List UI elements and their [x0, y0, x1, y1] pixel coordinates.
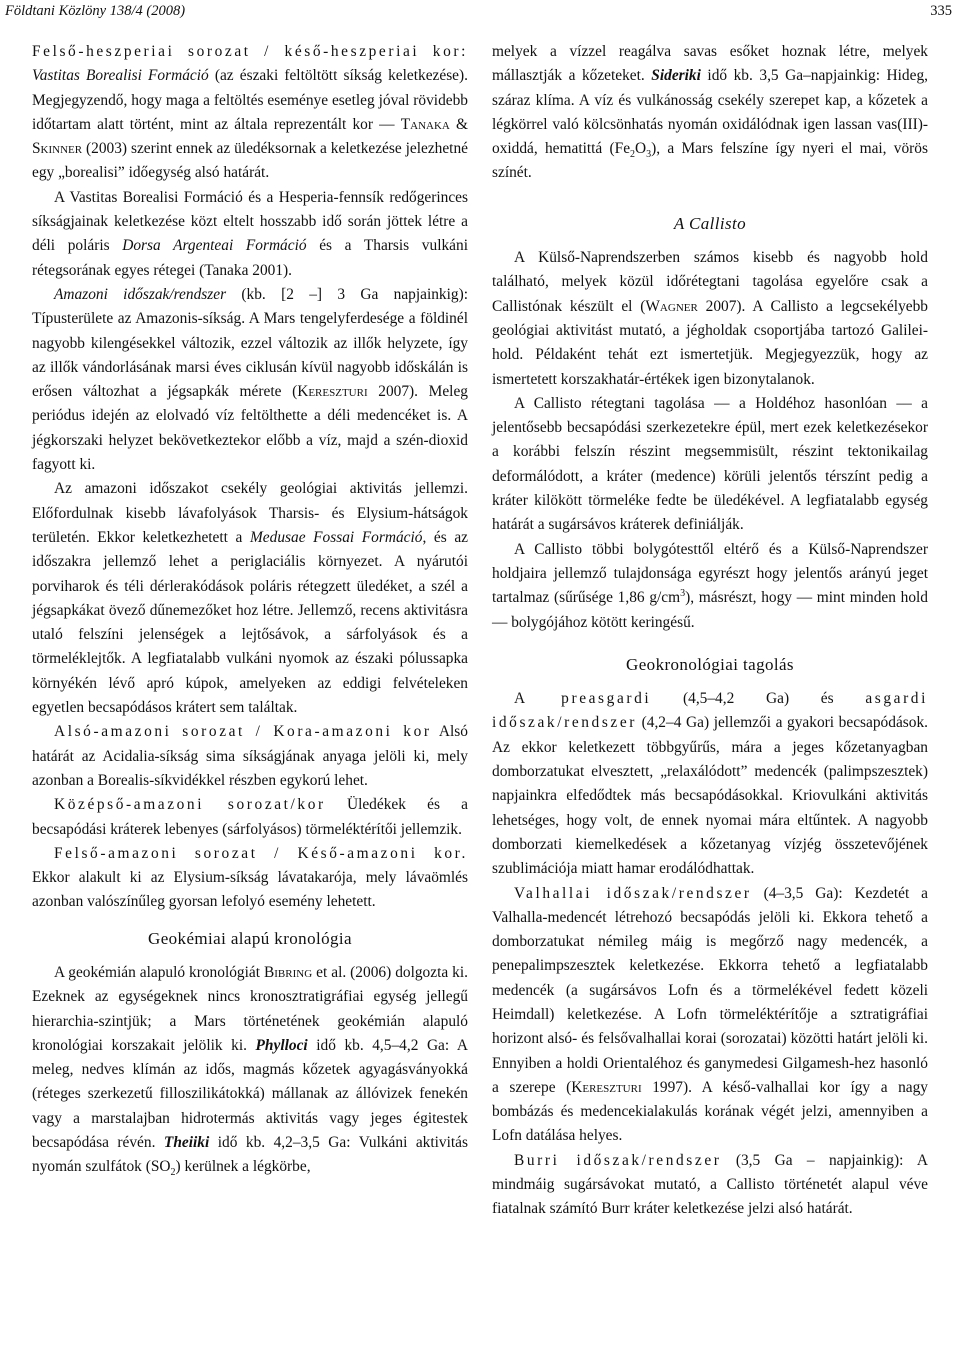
paragraph: A Callisto többi bolygótesttől eltérő és a Külső-Naprendszer holdjaira jellemző tulajdonsága egyrészt hogy jelentős arányú jeget tartalmaz (sűrűsége 1,86 $g/cm^3$), másrészt, hogy — mint minden hold — bolygójához kötött keringésű. — [492, 540, 928, 631]
section-heading-callisto: A Callisto — [673, 213, 747, 233]
right-column — [492, 40, 928, 1222]
paragraph: Középső-amazoni sorozat/kor Üledékek és a becsapódási kráterek lebenyes (sárfolyásos) törmeléktérítői jellemzik. — [32, 796, 468, 838]
paragraph: Felső-heszperiai sorozat / késő-heszperiai kor: Vastitas Borealisi Formáció (az északi feltöltött síkság keletkezése). Megjegyzendő, hogy maga a feltöltés eseménye esetleg jóval rövidebb időtartam alatt történt, mint az általa reprezentált kor — Tanaka & Skinner (2003) szerint ennek az üledéksornak a keletkezése jelezhetné egy „borealisi” időegység alsó határát. — [32, 43, 468, 182]
paragraph: Alsó-amazoni sorozat / Kora-amazoni kor Alsó határát az Acidalia-síkság sima síkságjának anyaga jelöli ki, mely azonban a Borealis-síkvidékkel részben egykorú lehet. — [32, 723, 468, 789]
paragraph: A Callisto rétegtani tagolása — a Holdéhoz hasonlóan — a jelentősebb becsapódási szerkezetekre épül, mert ezek keletkezésekor a korábbi felszín részint megsemmisült, részint tektonikailag deformálódott, a kráter (medence) körüli jelentős térszínt pedig a kráter kilökött törmeléke fedte be üledékével. A legfiatalabb egység határát a sugársávos kráterek definiálják. — [492, 394, 928, 534]
paragraph: Valhallai időszak/rendszer (4–3,5 Ga): Kezdetét a Valhalla-medencét létrehozó becsapódás jelöli ki. Ekkora tehető a domborzatukat némileg máig is megőrző nagy medencék, a penepalimpszesztek keletkezése. Ekkorra tehető a legfiatalabb medencék (a sugársávos Lofn és a törmelékével fedett közeli Heimdall) keletkezése. A Lofn törmeléktérítője a sztratigráfiai horizont alsó- és felsővalhallai korai (sorozatai) közötti határt jelöli ki. Ennyiben a holdi Orientaléhoz és ganymedesi Gilgamesh-hez hasonló a szerepe (Kereszturi 1997). A késő-valhallai kor így a nagy bombázás és medencekialakulás korának végét jelzi, amennyiben a Lofn datálása helyes. — [492, 884, 929, 1145]
paragraph: Az amazoni időszakot csekély geológiai aktivitás jellemzi. Előfordulnak kisebb lávafolyások Tharsis- és Elysium-hátságok területén. Ekkor keletkezhetett a Medusae Fossai Formáció, és az időszakra jellemző lehet a periglaciális környezet. A nyárutói porviharok és téli dérlerakódások poláris rétegzett üledéket, a szél a jégsapkákat övező dűnemezőket hoz létre. Jellemző, recens aktivitásra utaló felszíni jelenségek a lejtősávok, a sárfolyások és a törmeléklejtők. A legfiatalabb vulkáni nyomok az északi pólussapka környékén lévő apró kúpok, amelyeken az eddigi felvételeken egyetlen becsapódásos krátert sem találtak. — [32, 480, 468, 717]
page-number: 335 — [930, 3, 952, 19]
journal-header: Földtani Közlöny 138/4 (2008) — [5, 3, 186, 19]
paragraph: Burri időszak/rendszer (3,5 Ga – napjainkig): A mindmáig sugársávokat mutató, a Callisto történetét alapul véve fiatalnak számító Burr kráter keletkezése jelzi alsó határát. — [492, 1151, 928, 1218]
left-column — [32, 40, 468, 1180]
section-heading-geochemical: Geokémiai alapú kronológia — [148, 928, 352, 948]
paragraph: Amazoni időszak/rendszer (kb. [2 –] 3 Ga napjainkig): Típusterülete az Amazonis-síkság. A Mars tengelyferdesége a földinél nagyobb kilengésekkel változik, ezzel változik az illők helyzete, így az illők vándorlásának marsi éves ciklusán kívül nagyobb időskálán is erősen változhat a jégsapkák mérete (Kereszturi 2007). Meleg periódus idején az elolvadó víz feltölthette a déli medencéket is. A jégkorszaki helyzet bekövetkeztekor előbb a víz, majd a szén-dioxid fagyott ki. — [32, 285, 468, 474]
paragraph: Felső-amazoni sorozat / Késő-amazoni kor. Ekkor alakult ki az Elysium-síkság lávatakarója, mely lávaömlés azonban valószínűleg gyorsan lefolyó esemény lehetett. — [32, 844, 468, 911]
paragraph: A Vastitas Borealisi Formáció és a Hesperia-fennsík redőgerinces síkságjainak keletkezése közt eltelt hosszabb idő során jöttek létre a déli poláris Dorsa Argenteai Formáció és a Tharsis vulkáni rétegsorának egyes rétegei (Tanaka 2001). — [32, 188, 468, 279]
paragraph: A geokémián alapuló kronológiát Bibring et al. (2006) dolgozta ki. Ezeknek az egységeknek nincs kronosztratigráfiai egység jellegű hierarchia-szintjük; a Mars történetének geokémián alapuló kronológiai korszakait jelölik ki. Phylloci idő kb. 4,5–4,2 Ga: A meleg, nedves klímán az idős, magmás kőzetek agyagásványokká (réteges szerkezetű filloszilikátokká) mállanak az állóvizek fenekén vagy a marstalajban hidrotermás aktivitás vagy jeges égitestek becsapódása révén. Theiiki idő kb. 4,2–3,5 Ga: Vulkáni aktivitás nyomán szulfátok $(SO_2)$ kerülnek a légkörbe, — [32, 963, 468, 1179]
section-heading-geochronological: Geokronológiai tagolás — [626, 654, 794, 674]
paragraph: A Külső-Naprendszerben számos kisebb és nagyobb hold található, melyek közül időrétegtani tagolása egyelőre csak a Callistónak készült el (Wagner 2007). A Callisto a legcsekélyebb geológiai aktivitást mutató, a jégholdak csoportjába tartozó Galilei-hold. Példaként tehát ezt ismertetjük. Megjegyezzük, hogy az ismertetett korszakhatár-értékek igen bizonytalanok. — [492, 249, 928, 388]
paragraph: A preasgardi (4,5–4,2 Ga) és asgardi időszak/rendszer (4,2–4 Ga) jellemzői a gyakori becsapódások. Az ekkor keletkezett többgyűrűs, mára a jeges kőzetanyagban domborzatukat elvesztett, „relaxálódott” medencék (palimpszesztek) napjainkra elfedődtek más becsapódásokkal. Kriovulkáni aktivitás lehetséges, hogy volt, de ennek nyomai mára eltűntek. A nagyobb domborzati kiemelkedések a kőzetanyag vízjég összetevőjének szublimációja miatt hamar erodálódhattak. — [492, 690, 928, 878]
paragraph: melyek a vízzel reagálva savas esőket hoznak létre, melyek mállasztják a kőzeteket. Sideriki idő kb. 3,5 Ga–napjainkig: Hideg, száraz klíma. A víz és vulkánosság csekély szerepet kap, a kőzetek a légkörrel való kölcsönhatás nyomán oxidálódnak igen lassan vas(III)-oxiddá, hematittá $(Fe_2O_3)$, a Mars felszíne így nyeri el mai, vörös színét. — [492, 43, 928, 182]
